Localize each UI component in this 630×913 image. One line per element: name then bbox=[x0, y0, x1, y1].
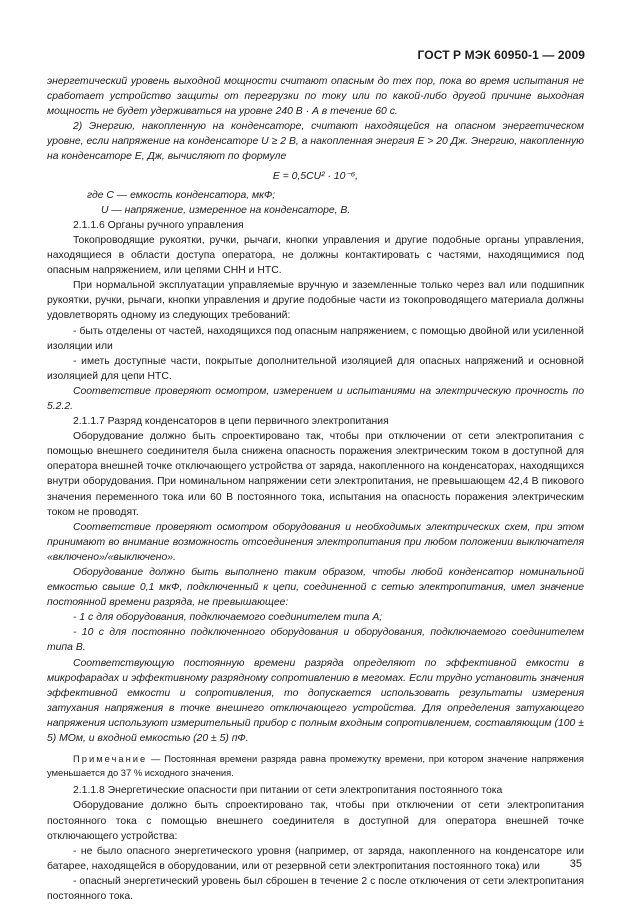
note bbox=[47, 752, 584, 779]
note-text: — Постоянная времени разряда равна промежутку времени, при котором значение напряжения уменьшается до 37 % исходного значения. bbox=[47, 753, 584, 778]
formula-where-u: U — напряжение, измеренное на конденсаторе, В. bbox=[101, 204, 351, 216]
paragraph-discharge-design: Оборудование должно быть спроектировано так, чтобы при отключении от сети электропитания с помощью внешнего соединителя была снижена опасность поражения электрическим током в доступной для оператора внешней точке отключающего устройства от заряда, накопленного на конденсаторах, находящихся внутри оборудования. При номинальном напряжении сети электропитания, не превышающем 42,4 В пикового значения переменного тока или 60 В постоянного тока, испытания на опасность поражения электрическим током не проводят. bbox=[47, 431, 584, 518]
paragraph-energy-level-continued: энергетический уровень выходной мощности считают опасным до тех пор, пока во время испытания не сработает устройство защиты от перегрузки по току или по какой-либо другой причине выходная мощность не будет удерживаться на уровне 240 В · А в течение 60 с. bbox=[47, 76, 584, 118]
formula-capacitor-energy: E = 0,5CU² · 10⁻⁶, bbox=[272, 170, 359, 182]
list-item-type-b: - 10 с для постоянно подключенного оборудования и оборудования, подключаемого соединителем типа В. bbox=[47, 627, 584, 654]
formula-where-c: где C — емкость конденсатора, мкФ; bbox=[87, 189, 276, 201]
list-item-type-a: - 1 с для оборудования, подключаемого соединителем типа А; bbox=[73, 612, 383, 624]
paragraph-time-constant-requirement: Оборудование должно быть выполнено таким образом, чтобы любой конденсатор номинальной емкостью свыше 0,1 мкФ, подключенный к цепи, соединенной с сетью электропитания, имел значение постоянной времени разряда, не превышающее: bbox=[47, 567, 584, 609]
section-heading-2-1-1-7: 2.1.1.7 Разряд конденсаторов в цепи первичного электропитания bbox=[73, 416, 389, 428]
list-item-supplementary-insulation: - иметь доступные части, покрытые дополнительной изоляцией для опасных напряжений и основной изоляцией для цепи НТС. bbox=[47, 355, 584, 382]
list-item-no-hazardous-energy: - не было опасного энергетического уровня (например, от заряда, накопленного на конденсаторе или батарее, находящейся в оборудовании, или от резервной сети электропитания постоянного тока) или bbox=[47, 845, 584, 872]
section-heading-2-1-1-8: 2.1.1.8 Энергетические опасности при питании от сети электропитания постоянного тока bbox=[73, 785, 503, 797]
paragraph-compliance-5-2-2: Соответствие проверяют осмотром, измерением и испытаниями на электрическую прочность по 5.2.2. bbox=[47, 385, 584, 412]
list-item-double-insulation: - быть отделены от частей, находящихся под опасным напряжением, с помощью двойной или усиленной изоляции или bbox=[47, 325, 584, 352]
page-number: 35 bbox=[569, 858, 582, 870]
paragraph-normal-operation: При нормальной эксплуатации управляемые вручную и заземленные только через вал или подшипник рукоятки, ручки, рычаги, кнопки управления и другие подобные части из токопроводящего материала должны удовлетворять одному из следующих требований: bbox=[47, 280, 584, 322]
list-item-energy-discharged: - опасный энергетический уровень был сброшен в течение 2 с после отключения от сети электропитания постоянного тока. bbox=[47, 875, 584, 902]
paragraph-compliance-inspection: Соответствие проверяют осмотром оборудования и необходимых электрических схем, при этом принимают во внимание возможность отсоединения электропитания при любом положении выключателя «включено»/«выключено». bbox=[47, 521, 584, 563]
paragraph-time-constant-measurement: Соответствующую постоянную времени разряда определяют по эффективной емкости в микрофарадах и эффективному разрядному сопротивлению в мегомах. Если трудно установить значения эффективной емкости и сопротивления, то допускается использовать результаты измерения затухания напряжения в точке внешнего отключающего устройства. Для определения затухающего напряжения используют измерительный прибор с полным входным сопротивлением, составляющим (100 ± 5) МОм, и входной емкостью (20 ± 5) пФ. bbox=[47, 657, 584, 745]
paragraph-conductive-handles: Токопроводящие рукоятки, ручки, рычаги, кнопки управления и другие подобные органы управления, находящиеся в области доступа оператора, не должны контактировать с частями, находящимися под опасным напряжением, или цепями СНН и НТС. bbox=[47, 234, 584, 277]
document-body bbox=[47, 74, 584, 904]
document-header: ГОСТ Р МЭК 60950-1 — 2009 bbox=[417, 48, 585, 62]
paragraph-dc-disconnection: Оборудование должно быть спроектировано так, чтобы при отключении от сети электропитания постоянного тока с помощью внешнего соединителя в доступной для оператора внешней точке отключающего устройства: bbox=[47, 800, 584, 842]
paragraph-capacitor-energy: 2) Энергию, накопленную на конденсаторе, считают находящейся на опасном энергетическом уровне, если напряжение на конденсаторе U ≥ 2 В, а накопленная энергия E > 20 Дж. Энергию, накопленную на конденсаторе E, Дж, вычисляют по формуле bbox=[47, 121, 584, 163]
section-heading-2-1-1-6: 2.1.1.6 Органы ручного управления bbox=[73, 219, 244, 231]
note-label: Примечание bbox=[73, 753, 148, 765]
